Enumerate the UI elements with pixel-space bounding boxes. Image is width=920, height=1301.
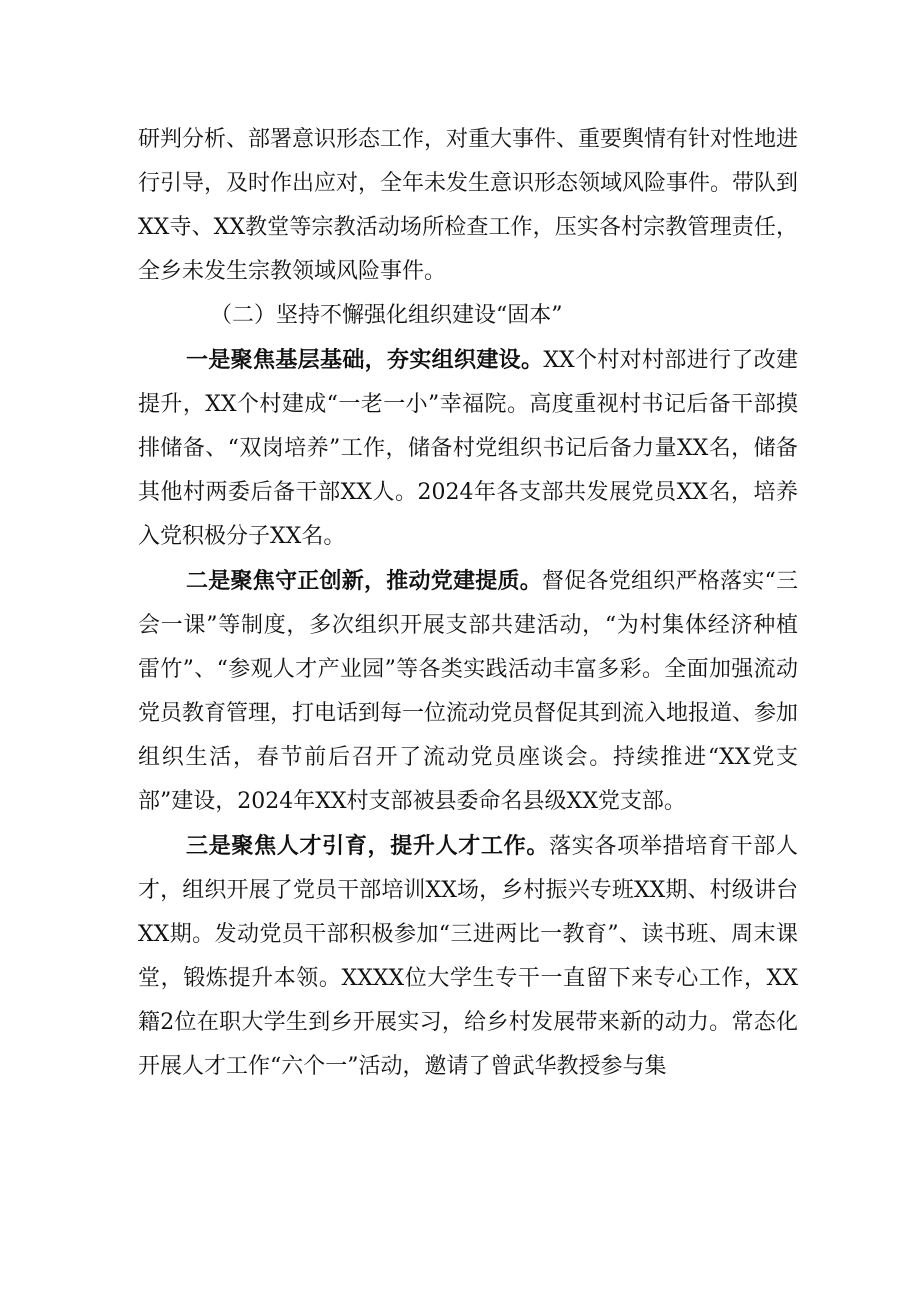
paragraph-text: 落实各项举措培育干部人才，组织开展了党员干部培训XX场，乡村振兴专班XX期、村级讲台XX期。发动党员干部积极参加“三进两比一教育”、读书班、周末课堂，锻炼提升本领。XXXX位大学生专干一直留下来专心工作，XX籍2位在职大学生到乡开展实习，给乡村发展带来新的动力。常态化开展人才工作“六个一”活动，邀请了曾武华教授参与集: [138, 834, 798, 1079]
paragraph-grassroots: [138, 338, 798, 559]
paragraph-ideology-continuation: [138, 118, 798, 294]
paragraph-lead: 一是聚焦基层基础，夯实组织建设。: [186, 347, 544, 373]
paragraph-lead: 二是聚焦守正创新，推动党建提质。: [186, 568, 542, 594]
paragraph-text: 督促各党组织严格落实“三会一课”等制度，多次组织开展支部共建活动，“为村集体经济种植雷竹”、“参观人才产业园”等各类实践活动丰富多彩。全面加强流动党员教育管理，打电话到每一位流动党员督促其到流入地报道、参加组织生活，春节前后召开了流动党员座谈会。持续推进“XX党支部”建设，2024年XX村支部被县委命名县级XX党支部。: [138, 569, 799, 814]
section-heading-organization: [138, 294, 798, 338]
document-body: [138, 118, 798, 1089]
paragraph-talent: [138, 824, 798, 1089]
paragraph-text: 研判分析、部署意识形态工作，对重大事件、重要舆情有针对性地进行引导，及时作出应对，全年未发生意识形态领域风险事件。带队到XX寺、XX教堂等宗教活动场所检查工作，压实各村宗教管理责任，全乡未发生宗教领域风险事件。: [138, 127, 799, 284]
paragraph-lead: 三是聚焦人才引育，提升人才工作。: [186, 833, 550, 859]
paragraph-innovation: [138, 559, 798, 824]
heading-text: （二）坚持不懈强化组织建设“固本”: [210, 303, 563, 328]
paragraph-text: XX个村对村部进行了改建提升，XX个村建成“一老一小”幸福院。高度重视村书记后备干部摸排储备、“双岗培养”工作，储备村党组织书记后备力量XX名，储备其他村两委后备干部XX人。2024年各支部共发展党员XX名，培养入党积极分子XX名。: [138, 348, 798, 549]
